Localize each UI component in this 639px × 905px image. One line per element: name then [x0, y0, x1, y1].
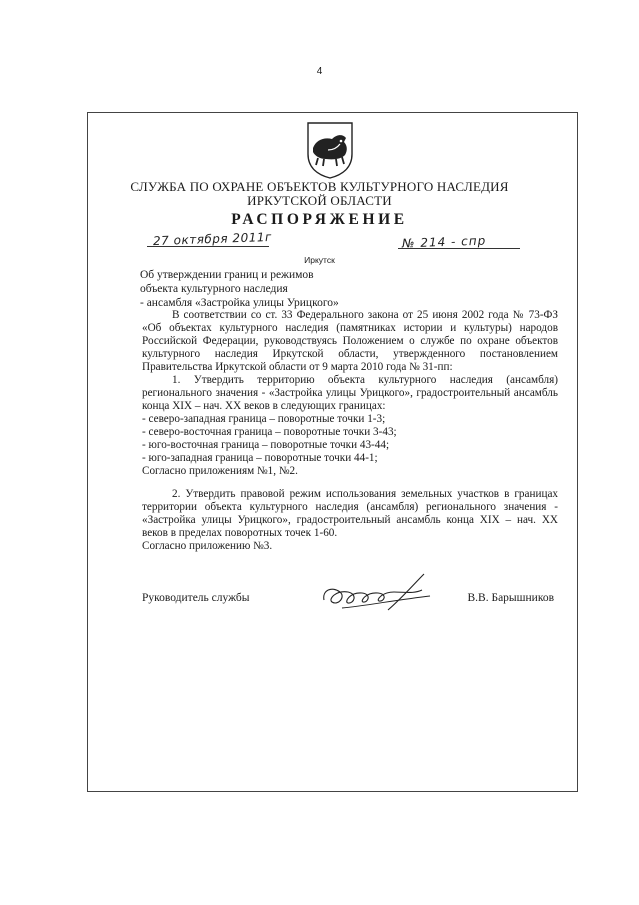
- item-1-appendix: Согласно приложениям №1, №2.: [142, 465, 298, 477]
- date-underline: [147, 246, 269, 247]
- number-underline: [398, 248, 520, 249]
- boundary-southwest: - юго-западная граница – поворотные точки 44-1;: [142, 452, 378, 464]
- handwritten-number: № 214 - спр: [401, 233, 487, 251]
- handwritten-date: 27 октября 2011г: [152, 229, 272, 249]
- item-2-paragraph: 2. Утвердить правовой режим использования земельных участков в границах территории объекта культурного наследия (ансамбля) регионального значения - «Застройка улицы Урицкого», градостроительный ансамбль конца XIX – нач. XX веков в пределах поворотных точек 1-60.: [142, 488, 558, 539]
- signatory-position: Руководитель службы: [142, 592, 250, 604]
- agency-name-line1: СЛУЖБА ПО ОХРАНЕ ОБЪЕКТОВ КУЛЬТУРНОГО НАСЛЕДИЯ: [130, 179, 509, 194]
- signatory-name: В.В. Барышников: [467, 592, 554, 604]
- item-2-appendix: Согласно приложению №3.: [142, 540, 273, 552]
- document-subject: [140, 268, 339, 310]
- item-1-paragraph: 1. Утвердить территорию объекта культурного наследия (ансамбля) регионального значения - «Застройка улицы Урицкого», градостроительный ансамбль конца XIX – нач. XX веков в следующих границах:: [142, 374, 558, 412]
- subject-line-1: Об утверждении границ и режимов: [140, 269, 314, 281]
- subject-line-2: объекта культурного наследия: [140, 283, 288, 295]
- boundary-southeast: - юго-восточная граница – поворотные точки 43-44;: [142, 439, 390, 451]
- boundary-northwest: - северо-западная граница – поворотные точки 1-3;: [142, 413, 386, 425]
- irkutsk-coat-of-arms-icon: [304, 120, 356, 180]
- city-label: Иркутск: [304, 255, 335, 265]
- boundary-northeast: - северо-восточная граница – поворотные точки 3-43;: [142, 426, 397, 438]
- document-type-title: РАСПОРЯЖЕНИЕ: [231, 211, 408, 228]
- document-body: [142, 309, 558, 553]
- subject-line-3: - ансамбля «Застройка улицы Урицкого»: [140, 297, 339, 309]
- intro-paragraph: В соответствии со ст. 33 Федерального закона от 25 июня 2002 года № 73-ФЗ «Об объектах культурного наследия (памятниках истории и культуры) народов Российской Федерации, руководствуясь Положением о службе по охране объектов культурного наследия Иркутской области, утвержденного постановлением Правительства Иркутской области от 9 марта 2010 года № 31-пп:: [142, 309, 558, 373]
- signature-row: [142, 592, 558, 612]
- agency-name: [0, 180, 639, 208]
- page-number: 4: [316, 66, 323, 77]
- agency-name-line2: ИРКУТСКОЙ ОБЛАСТИ: [247, 193, 392, 208]
